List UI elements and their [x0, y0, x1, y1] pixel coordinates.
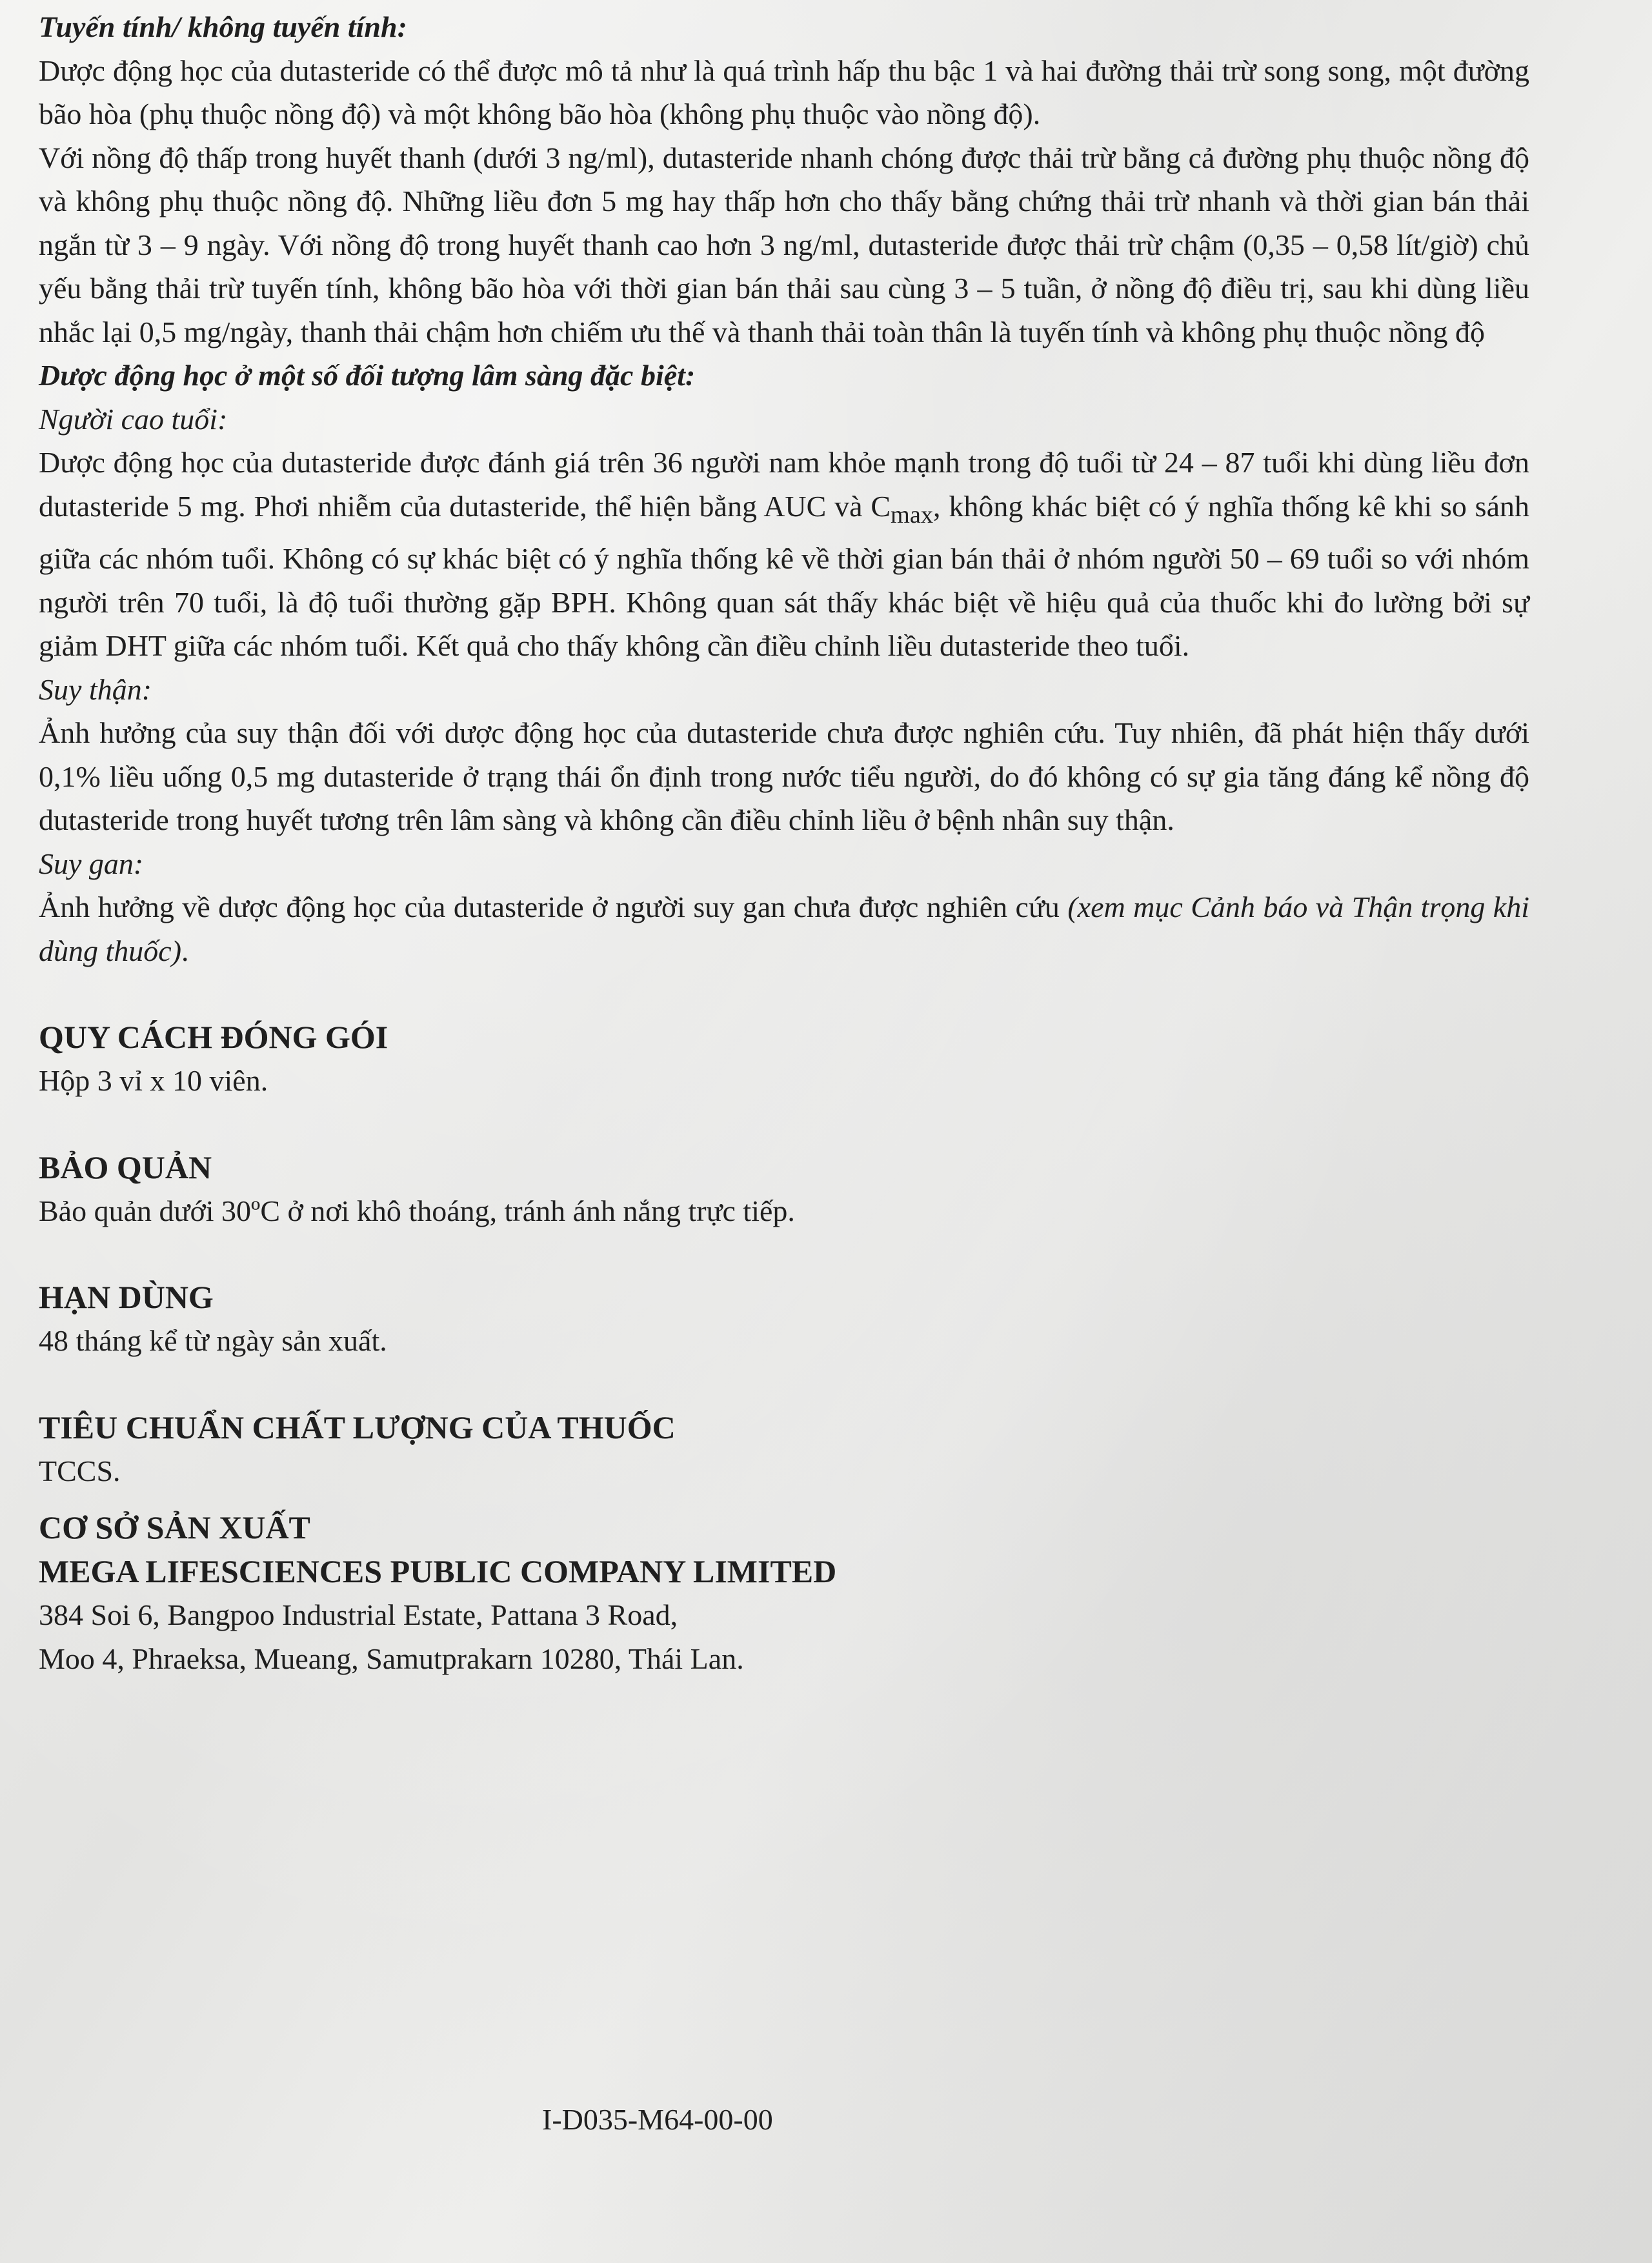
expiry-title: HẠN DÙNG: [39, 1279, 214, 1316]
elderly-text-1: Dược động học của dutasteride được đánh giá trên 36 người nam khỏe mạnh trong độ tuổi từ 24 – 87 tuổi khi dùng liều đơn dutasteride 5 mg. Phơi nhiễm của dutasteride, thể hiện bằng AUC và C: [39, 446, 1529, 523]
hepatic-text: Ảnh hưởng về dược động học của dutasteride ở người suy gan chưa được nghiên cứu: [39, 890, 1068, 924]
packaging-text: Hộp 3 vỉ x 10 viên.: [39, 1064, 268, 1098]
expiry-text: 48 tháng kể từ ngày sản xuất.: [39, 1324, 387, 1358]
linear-heading: Tuyến tính/ không tuyến tính:: [39, 10, 407, 43]
elderly-paragraph: [39, 441, 1529, 668]
special-populations-heading: Dược động học ở một số đối tượng lâm sàng đặc biệt:: [39, 359, 696, 392]
renal-paragraph: Ảnh hưởng của suy thận đối với dược động học của dutasteride chưa được nghiên cứu. Tuy nhiên, đã phát hiện thấy dưới 0,1% liều uống 0,5 mg dutasteride ở trạng thái ổn định trong nước tiểu người, do đó không có sự gia tăng đáng kể nồng độ dutasteride trong huyết tương trên lâm sàng và không cần điều chỉnh liều ở bệnh nhân suy thận.: [39, 716, 1529, 837]
hepatic-reference: (xem mục Cảnh báo và Thận trọng khi dùng thuốc): [39, 890, 1529, 967]
hepatic-end: .: [181, 934, 189, 967]
storage-title: BẢO QUẢN: [39, 1149, 212, 1185]
manufacturer-address-line-1: 384 Soi 6, Bangpoo Industrial Estate, Pattana 3 Road,: [39, 1598, 678, 1632]
linear-paragraph-2: Với nồng độ thấp trong huyết thanh (dưới 3 ng/ml), dutasteride nhanh chóng được thải trừ bằng cả đường phụ thuộc nồng độ và không phụ thuộc nồng độ. Những liều đơn 5 mg hay thấp hơn cho thấy bằng chứng thải trừ nhanh và thời gian bán thải ngắn từ 3 – 9 ngày. Với nồng độ trong huyết thanh cao hơn 3 ng/ml, dutasteride được thải trừ chậm (0,35 – 0,58 lít/giờ) chủ yếu bằng thải trừ tuyến tính, không bão hòa với thời gian bán thải sau cùng 3 – 5 tuần, ở nồng độ điều trị, sau khi dùng liều nhắc lại 0,5 mg/ngày, thanh thải chậm hơn chiếm ưu thế và thanh thải toàn thân là tuyến tính và không phụ thuộc nồng độ: [39, 141, 1529, 348]
hepatic-heading: Suy gan:: [39, 847, 144, 880]
packaging-title: QUY CÁCH ĐÓNG GÓI: [39, 1019, 388, 1056]
manufacturer-title: CƠ SỞ SẢN XUẤT: [39, 1509, 310, 1546]
renal-heading: Suy thận:: [39, 672, 152, 706]
elderly-text-2: , không khác biệt có ý nghĩa thống kê khi so sánh giữa các nhóm tuổi. Không có sự khác biệt có ý nghĩa thống kê về thời gian bán thải ở nhóm người 50 – 69 tuổi so với nhóm người trên 70 tuổi, là độ tuổi thường gặp BPH. Không quan sát thấy khác biệt về hiệu quả của thuốc khi đo lường bởi sự giảm DHT giữa các nhóm tuổi. Kết quả cho thấy không cần điều chỉnh liều dutasteride theo tuổi.: [39, 489, 1530, 663]
quality-title: TIÊU CHUẨN CHẤT LƯỢNG CỦA THUỐC: [39, 1409, 676, 1445]
document-code: I-D035-M64-00-00: [542, 2103, 773, 2136]
elderly-heading: Người cao tuổi:: [39, 402, 228, 436]
hepatic-paragraph: [39, 885, 1529, 972]
storage-text: Bảo quản dưới 30ºC ở nơi khô thoáng, tránh ánh nắng trực tiếp.: [39, 1194, 795, 1227]
leaflet-content: [39, 5, 1529, 1680]
cmax-subscript: max: [891, 501, 934, 528]
linear-paragraph-1: Dược động học của dutasteride có thể được mô tả như là quá trình hấp thu bậc 1 và hai đường thải trừ song song, một đường bão hòa (phụ thuộc nồng độ) và một không bão hòa (không phụ thuộc vào nồng độ).: [39, 54, 1529, 130]
manufacturer-name: MEGA LIFESCIENCES PUBLIC COMPANY LIMITED: [39, 1553, 837, 1590]
manufacturer-address-line-2: Moo 4, Phraeksa, Mueang, Samutprakarn 10280, Thái Lan.: [39, 1642, 744, 1675]
quality-text: TCCS.: [39, 1454, 121, 1487]
